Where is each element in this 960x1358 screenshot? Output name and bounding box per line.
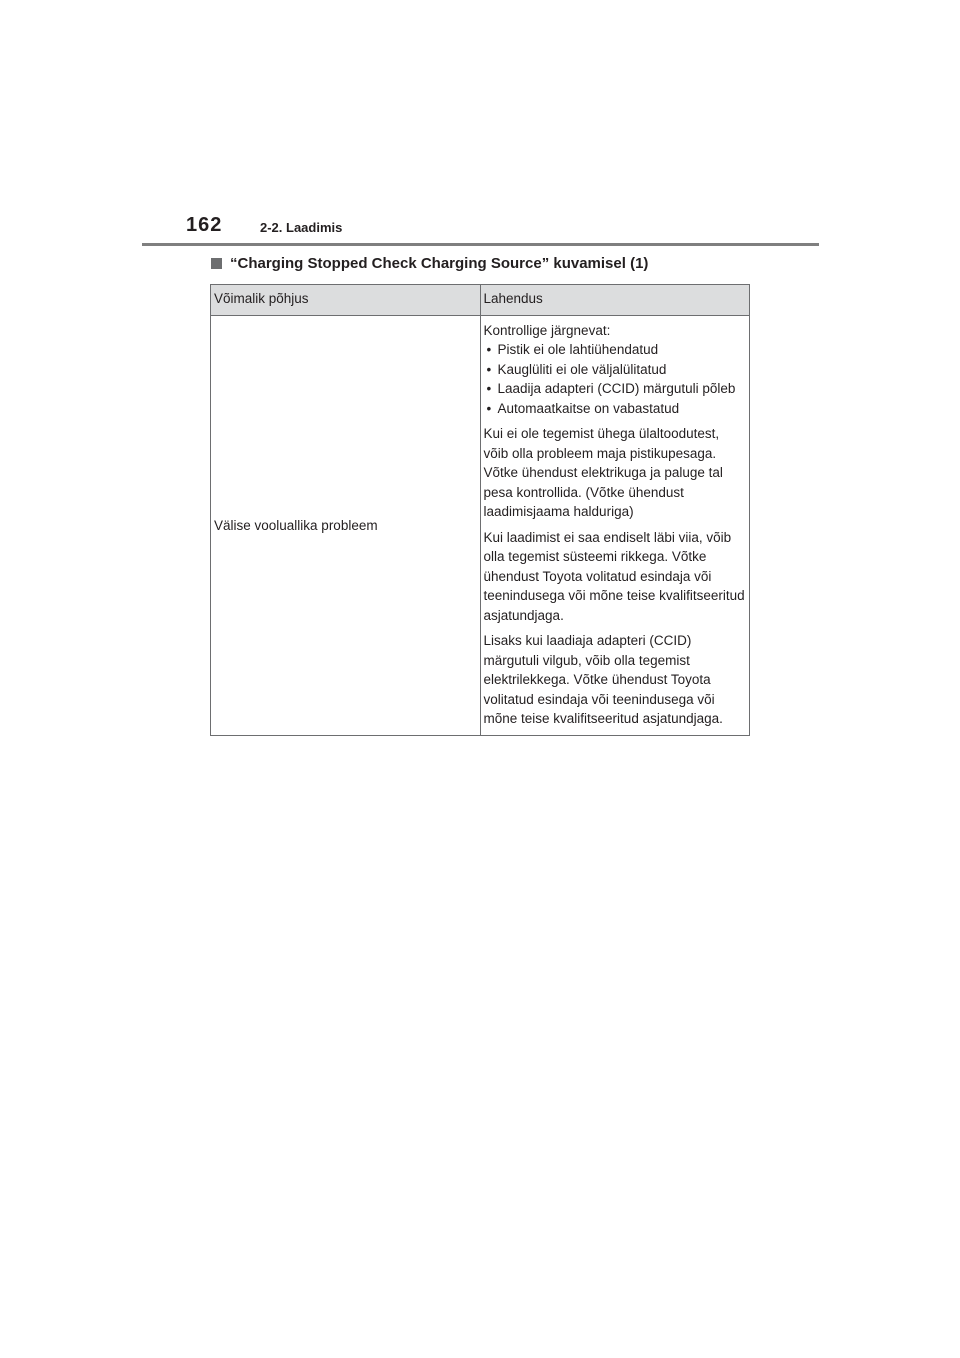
section-heading-text: “Charging Stopped Check Charging Source” kuvamisel (1) — [230, 255, 649, 272]
column-header-solution: Lahendus — [480, 285, 750, 316]
table-header-row — [211, 285, 750, 316]
column-header-cause: Võimalik põhjus — [211, 285, 481, 316]
check-list — [484, 340, 747, 418]
list-item: • Kauglüliti ei ole väljalülitatud — [484, 360, 747, 380]
solution-paragraph: Kui ei ole tegemist ühega ülaltoodutest, võib olla probleem maja pistikupesaga. Võtke ühendust elektrikuga ja paluge tal pesa kontrollida. (Võtke ühendust laadimisjaama halduriga) — [483, 426, 723, 519]
page-number: 162 — [186, 214, 223, 236]
troubleshooting-table — [210, 284, 750, 736]
list-item: • Automaatkaitse on vabastatud — [484, 399, 747, 419]
cause-cell: Välise vooluallika probleem — [211, 315, 481, 735]
list-item: • Laadija adapteri (CCID) märgutuli põleb — [484, 379, 747, 399]
solution-cell — [480, 315, 750, 735]
solution-intro: Kontrollige järgnevat: — [483, 322, 611, 338]
list-item: • Pistik ei ole lahtiühendatud — [484, 340, 747, 360]
solution-paragraph: Kui laadimist ei saa endiselt läbi viia, võib olla tegemist süsteemi rikkega. Võtke ühendust Toyota volitatud esindaja või teenindusega või mõne teise kvalifitseeritud asjatundjaga. — [483, 529, 745, 623]
table-row — [211, 315, 750, 735]
section-heading — [211, 255, 648, 272]
square-bullet-icon — [211, 258, 222, 269]
solution-paragraph: Lisaks kui laadiaja adapteri (CCID) märgutuli vilgub, võib olla tegemist elektrilekkega. Võtke ühendust Toyota volitatud esindaja või teenindusega või mõne teise kvalifitseeritud asjatundjaga. — [483, 633, 723, 726]
header-rule — [142, 243, 819, 246]
chapter-title: 2-2. Laadimis — [260, 220, 343, 235]
